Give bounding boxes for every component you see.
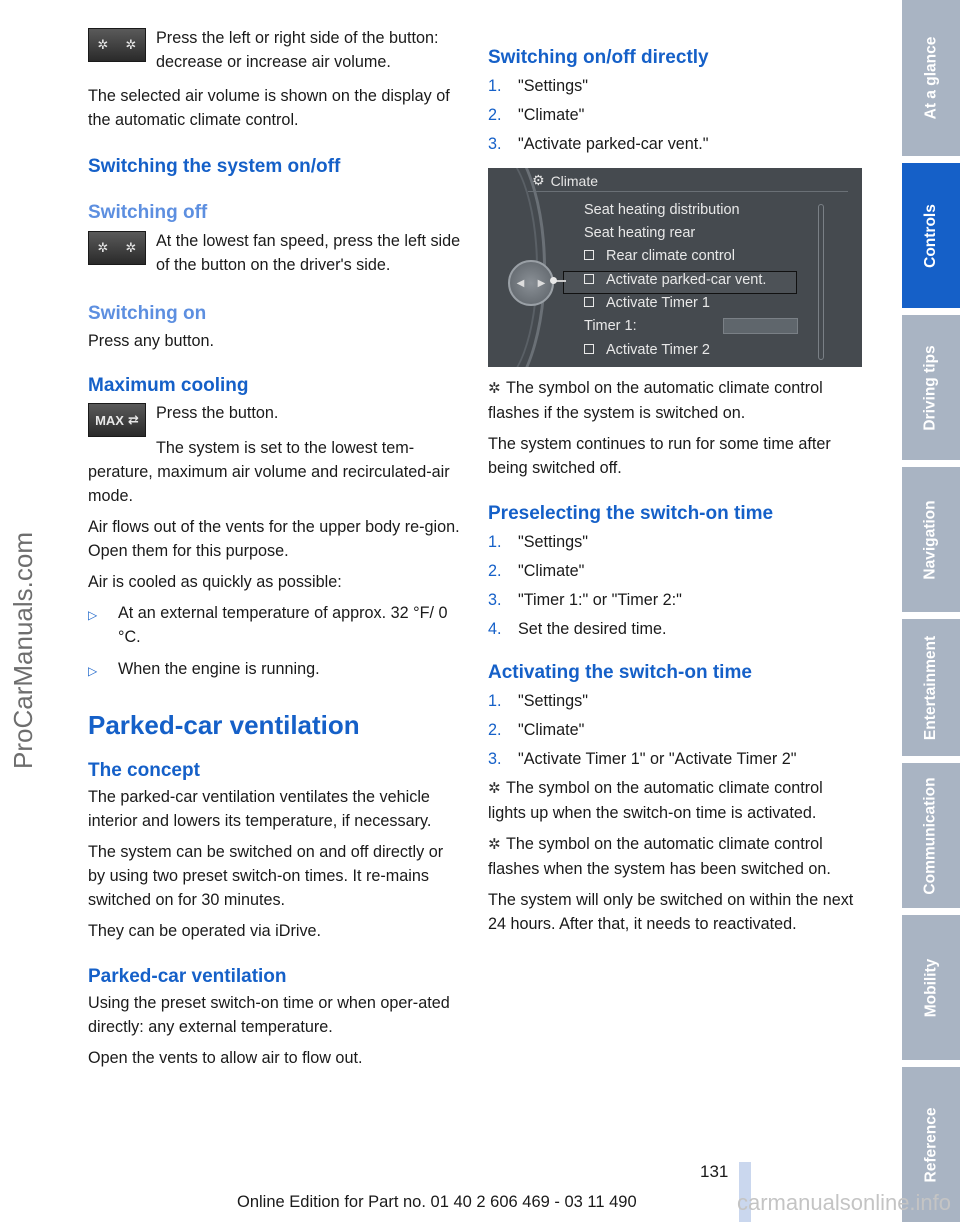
vents-text: Air flows out of the vents for the upper body re-gion. Open them for this purpose. bbox=[88, 518, 460, 560]
fan-button-image bbox=[88, 28, 146, 62]
parked-car-ventilation-title: Parked-car ventilation bbox=[88, 710, 360, 740]
direct-steps bbox=[488, 74, 864, 156]
right-column-lower bbox=[488, 376, 864, 943]
screen-item: Activate Timer 2 bbox=[584, 342, 710, 358]
screen-item: Seat heating distribution bbox=[584, 202, 740, 218]
checkbox-icon bbox=[584, 344, 594, 354]
list-item: 2. "Climate" bbox=[488, 721, 585, 739]
system-text: The system can be switched on and off directly or by using two preset switch-on times. It re-mains switched on for 30 minutes. bbox=[88, 843, 444, 909]
screen-item: Rear climate control bbox=[584, 248, 735, 264]
concept-heading: The concept bbox=[88, 760, 200, 781]
max-cooling-heading: Maximum cooling bbox=[88, 375, 249, 396]
footer-edition: Online Edition for Part no. 01 40 2 606 469 - 03 11 490 bbox=[237, 1193, 637, 1211]
system-heading: Switching the system on/off bbox=[88, 156, 341, 177]
screen-header: ⚙ Climate bbox=[532, 172, 599, 189]
flashes-text: ✲ The symbol on the automatic climate control flashes when the system has been switched on. bbox=[488, 835, 831, 878]
preselect-heading: Preselecting the switch-on time bbox=[488, 503, 774, 524]
preselect-steps bbox=[488, 530, 864, 641]
activating-heading: Activating the switch-on time bbox=[488, 662, 752, 683]
cooled-text: Air is cooled as quickly as possible: bbox=[88, 573, 342, 591]
fan-button-row bbox=[88, 26, 464, 74]
tab-at-a-glance[interactable]: At a glance bbox=[902, 0, 960, 156]
idrive-text: They can be operated via iDrive. bbox=[88, 922, 322, 940]
off-button-row bbox=[88, 229, 464, 277]
chapter-tabs bbox=[902, 0, 960, 1222]
list-item: 3. "Timer 1:" or "Timer 2:" bbox=[488, 591, 682, 609]
fan-icon: ✲ bbox=[97, 240, 109, 255]
tab-driving-tips[interactable]: Driving tips bbox=[902, 315, 960, 460]
list-item: ▷ When the engine is running. bbox=[88, 657, 464, 683]
tab-mobility[interactable]: Mobility bbox=[902, 915, 960, 1060]
controller-knob-icon: ◀ ▶ bbox=[508, 260, 554, 306]
screen-item: Timer 1: bbox=[584, 318, 637, 334]
list-item: 1. "Settings" bbox=[488, 533, 588, 551]
activating-steps bbox=[488, 689, 864, 771]
max-press: Press the button. bbox=[156, 404, 279, 422]
tab-entertainment[interactable]: Entertainment bbox=[902, 619, 960, 756]
screen-item-selected: Activate parked-car vent. bbox=[584, 272, 766, 288]
switching-on-text: Press any button. bbox=[88, 332, 214, 350]
footer-site: carmanualsonline.info bbox=[737, 1190, 952, 1215]
final-text: The system will only be switched on within the next 24 hours. After that, it needs to reactivated. bbox=[488, 891, 854, 933]
list-item: 3. "Activate Timer 1" or "Activate Timer 2" bbox=[488, 750, 797, 768]
lights-text: ✲ The symbol on the automatic climate control lights up when the switch-on time is activated. bbox=[488, 779, 823, 822]
page-number: 131 bbox=[700, 1162, 729, 1181]
tab-navigation[interactable]: Navigation bbox=[902, 467, 960, 612]
max-press-text bbox=[156, 401, 278, 425]
recirculation-icon: ⇄ bbox=[127, 412, 139, 427]
screen-item: Activate Timer 1 bbox=[584, 295, 710, 311]
idrive-climate-screen bbox=[488, 168, 862, 367]
list-item: 2. "Climate" bbox=[488, 106, 585, 124]
checkbox-icon bbox=[584, 250, 594, 260]
tab-reference[interactable]: Reference bbox=[902, 1067, 960, 1222]
scroll-indicator bbox=[818, 204, 824, 360]
list-item: 1. "Settings" bbox=[488, 77, 588, 95]
fan-symbol-icon: ✲ bbox=[488, 836, 501, 853]
fan-icon: ✲ bbox=[97, 37, 109, 52]
list-item: 1. "Settings" bbox=[488, 692, 588, 710]
checkbox-icon bbox=[584, 297, 594, 307]
fan-icon: ✲ bbox=[125, 240, 137, 255]
max-button-row bbox=[88, 401, 464, 437]
triangle-bullet-icon: ▷ bbox=[88, 664, 98, 678]
switching-on-heading: Switching on bbox=[88, 303, 207, 324]
list-item: ▷ At an external temperature of approx. 32 °F/ 0 °C. bbox=[88, 601, 464, 649]
parked-car-ventilation-heading: Parked-car ventilation bbox=[88, 966, 287, 987]
display-text: The selected air volume is shown on the display of the automatic climate control. bbox=[88, 87, 450, 129]
list-item: 2. "Climate" bbox=[488, 562, 585, 580]
right-column bbox=[488, 0, 864, 161]
switching-off-heading: Switching off bbox=[88, 202, 208, 223]
fan-button-image bbox=[88, 231, 146, 265]
fan-symbol-icon: ✲ bbox=[488, 380, 501, 397]
max-button-image bbox=[88, 403, 146, 437]
fan-button-text: Press the left or right side of the button: decrease or increase air volume. bbox=[156, 29, 439, 71]
watermark: ProCarManuals.com bbox=[7, 531, 38, 769]
off-text: At the lowest fan speed, press the left side of the button on the driver's side. bbox=[156, 232, 461, 274]
triangle-bullet-icon: ▷ bbox=[88, 608, 98, 622]
open-vents-text: Open the vents to allow air to flow out. bbox=[88, 1049, 363, 1067]
pcv-text: Using the preset switch-on time or when oper-ated directly: any external temperature. bbox=[88, 994, 450, 1036]
tab-communication[interactable]: Communication bbox=[902, 763, 960, 908]
checkbox-icon bbox=[584, 274, 594, 284]
continues-text: The system continues to run for some time after being switched off. bbox=[488, 435, 831, 477]
fan-icon: ✲ bbox=[125, 37, 137, 52]
list-item: 4. Set the desired time. bbox=[488, 620, 667, 638]
cooling-conditions-list bbox=[88, 601, 464, 683]
left-column bbox=[88, 0, 464, 1077]
screen-item: Seat heating rear bbox=[584, 225, 696, 241]
tab-controls[interactable]: Controls bbox=[902, 163, 960, 308]
max-label: MAX bbox=[95, 412, 124, 428]
timer-value-field bbox=[723, 318, 798, 334]
gear-icon: ⚙ bbox=[532, 172, 545, 188]
max-text: The system is set to the lowest tem-perature, maximum air volume and recirculated-air mode. bbox=[88, 439, 450, 505]
fan-symbol-icon: ✲ bbox=[488, 780, 501, 797]
concept-text: The parked-car ventilation ventilates the vehicle interior and lowers its temperature, if necessary. bbox=[88, 788, 432, 830]
list-item: 3. "Activate parked-car vent." bbox=[488, 135, 709, 153]
direct-heading: Switching on/off directly bbox=[488, 47, 709, 68]
flash-text: ✲ The symbol on the automatic climate control flashes if the system is switched on. bbox=[488, 379, 823, 422]
